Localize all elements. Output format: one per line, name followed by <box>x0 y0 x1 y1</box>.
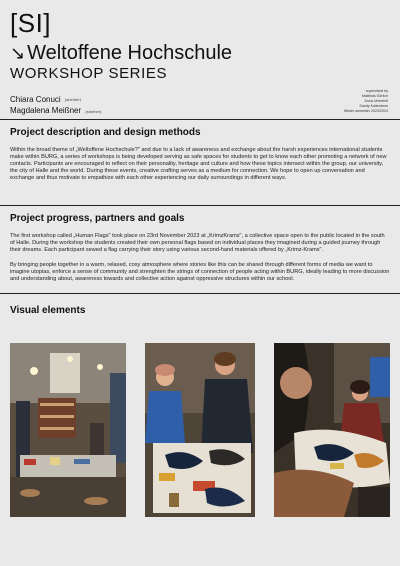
divider <box>0 119 400 120</box>
supervision-line: Winter semester 2023/2024 <box>343 109 388 113</box>
author-name: Chiara Conuci <box>10 95 61 104</box>
section-text: By bringing people together in a warm, relaxed, cosy atmosphere where stories like this can be shared through different forms of media we want to imagine utopias, enforce a sense of community and strenghten the strings of connection of people acting within BURG, ideally leading to more discussion and understanding about, awareness towards and collective action against oppressive structures within our school. <box>10 262 390 282</box>
page-title <box>10 42 390 64</box>
section-title: Project progress, partners and goals <box>10 213 185 224</box>
author-2 <box>10 105 101 116</box>
authors <box>10 94 101 117</box>
supervision-line: Matthias Görlich <box>362 94 388 98</box>
supervision-line: supervised by <box>365 89 388 93</box>
divider <box>0 293 400 294</box>
section-title: Project description and design methods <box>10 127 201 138</box>
section-text: The first workshop called „Human Flags" took place on 23rd November 2023 at „KrimzKrams", a collective space open to the public located in the south of Halle. During the workshop the students created their own personal flags based on individual places they imagined during a guided journey through their dreams. Each participant sewed a flag carrying their story using various second-hand materials offered by „Krimz-Krams". <box>10 233 385 253</box>
supervision-line: Sandy Kaltenborn <box>359 104 388 108</box>
author-role: (she/her) <box>64 97 81 103</box>
south-east-arrow-icon: ↘ <box>10 43 26 63</box>
supervision-info <box>318 89 388 114</box>
author-1 <box>10 94 101 105</box>
project-tag: [SI] <box>10 8 52 38</box>
author-name: Magdalena Meißner <box>10 106 82 116</box>
section-title: Visual elements <box>10 305 86 316</box>
page-title-text: Weltoffene Hochschule <box>27 42 233 64</box>
supervision-line: Anna Umbeleti <box>364 99 388 103</box>
crafting-closeup-photo <box>274 343 390 517</box>
author-role: (she/her) <box>85 108 102 114</box>
section-text: Within the broad theme of „Weltoffene Hochschule?" and due to a lack of awareness and exchange about the harsh experiences international students make within BURG, a series of workshops is being developed serving as safe spaces for students to get to know each other promoting a network of new contacts. Participants are encouraged to reflect on their personality, heritage and culture and how these topics intersect within the group, our university, the city of Halle and the world. During these events, creative crafting serves as a medium for connection. We hope to open up conversation and exchange and thus motivate to empathize with each other experiencing our daily surroundings in different ways. <box>10 147 387 181</box>
header <box>10 10 390 82</box>
workshop-participants-photo <box>145 343 255 517</box>
divider <box>0 205 400 206</box>
series-title: WORKSHOP SERIES <box>10 65 168 82</box>
workshop-room-photo <box>10 343 126 517</box>
